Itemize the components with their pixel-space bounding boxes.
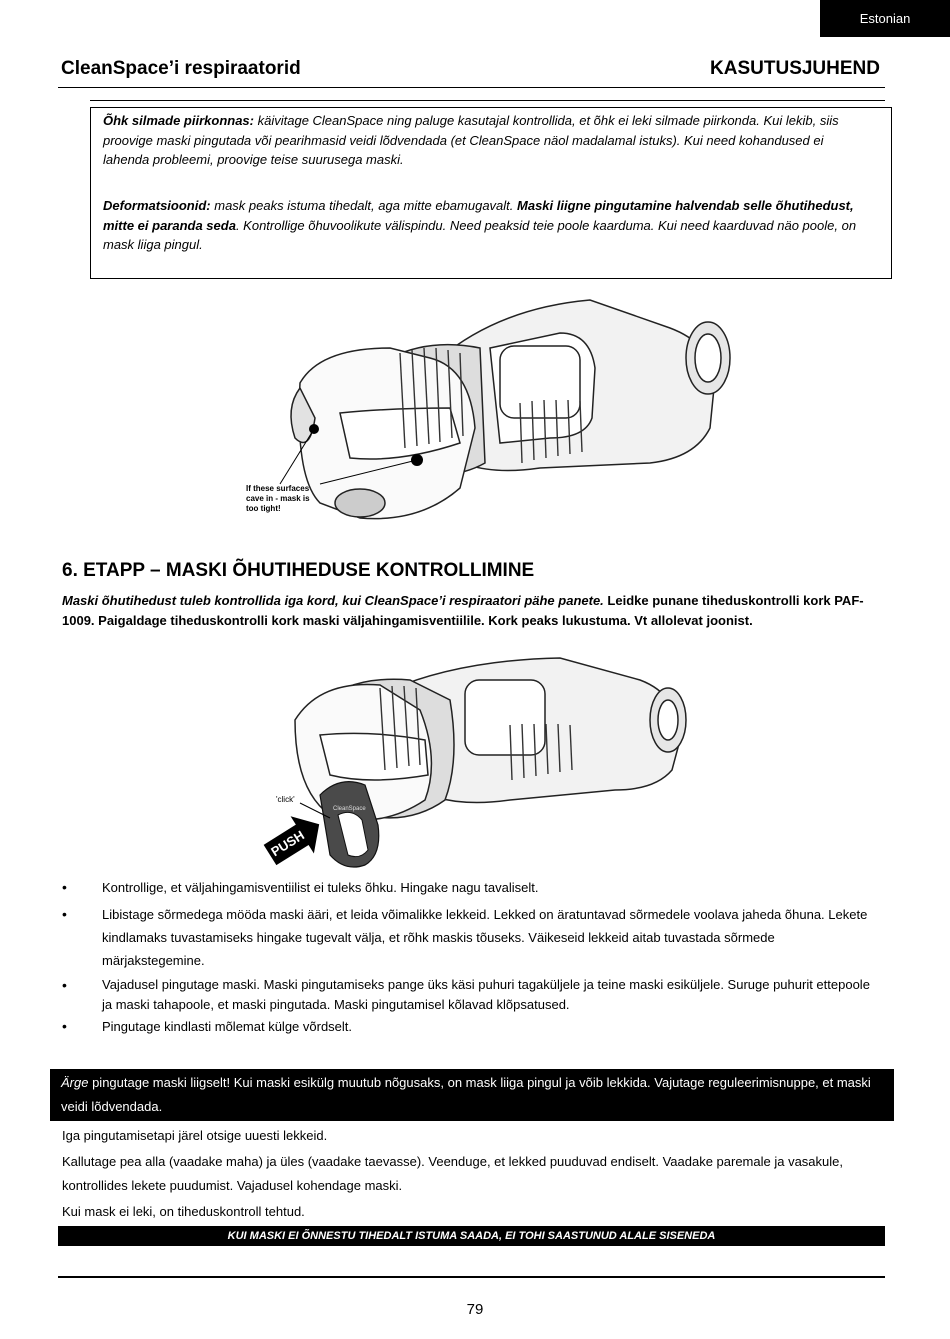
list-item: • Libistage sõrmedega mööda maski ääri, et leida võimalikke lekkeid. Lekked on äratuntavad sõrmedele voolava jaheda õhuna. Lekete kindlamaks tuvastamiseks hingake tugevalt välja, et rõhk maskis tõuseks. Väikeseid lekkeid aitab tuvastada sõrmede märjakstegemine. [62,903,872,972]
respirator-drawing-2 [260,650,700,870]
list-item: • Kontrollige, et väljahingamisventiilist ei tuleks õhku. Hingake nagu tavaliselt. [62,876,872,899]
after-line-1: Iga pingutamisetapi järel otsige uuesti lekkeid. [62,1128,328,1143]
page-number: 79 [466,1301,484,1318]
eye-air-paragraph [103,111,871,170]
push-label: PUSH [268,827,307,860]
final-warning-banner: KUI MASKI EI ÕNNESTU TIHEDALT ISTUMA SAADA, EI TOHI SAASTUNUD ALALE SISENEDA [58,1226,885,1246]
after-line-2: Kallutage pea alla (vaadake maha) ja üles (vaadake taevasse). Veenduge, et lekked puuduvad endiselt. Vaadake paremale ja vasakule, kontrollides lekete puudumist. Vajadusel kohendage maski. [62,1154,843,1193]
deformation-text-2: . Kontrollige õhuvoolikute välispindu. Need peaksid teie poole kaarduma. Kui need kaarduvad näo poole, on mask liiga pingul. [103,217,857,252]
section-title: 6. ETAPP – MASKI ÕHUTIHEDUSE KONTROLLIMINE [62,560,535,581]
language-tab: Estonian [820,0,950,37]
footer-rule [58,1276,885,1278]
deformation-text-1: mask peaks istuma tihedalt, aga mitte ebamugavalt. [210,198,518,213]
eye-air-text: käivitage CleanSpace ning paluge kasutajal kontrollida, et õhk ei leki silmade piirkonda. Kui lekib, siis proovige maski pingutada või pearihmasid veidi lõdvendada (et CleanSpace näol madalamal istuks). Kui need kohandused ei lahenda probleemi, proovige teise suurusega maski. [103,113,839,167]
figure-seal-check-cap [260,650,700,870]
after-line-3: Kui mask ei leki, on tiheduskontroll tehtud. [62,1204,305,1219]
info-box [90,107,892,279]
figure1-callout-label: If these surfaces cave in - mask is too tight! [246,484,310,513]
deformation-label: Deformatsioonid: [103,198,211,213]
warning-italic: Ärge [61,1075,89,1090]
list-item: • Vajadusel pingutage maski. Maski pingutamiseks pange üks käsi puhuri tagaküljele ja teine maski esiküljele. Suruge puhurit ettepoole ja maski tahapoole, et maski pingutada. Maski pingutamisel kõlavad klõpsatused. [62,975,872,1015]
section-intro [62,591,882,630]
header-rule [58,87,885,88]
click-label: 'click' [276,795,295,804]
after-instructions [62,1124,882,1224]
deformation-paragraph [103,196,871,255]
warning-banner [50,1069,894,1121]
eye-air-label: Õhk silmade piirkonnas: [103,113,254,128]
warning-text: pingutage maski liigselt! Kui maski esikülg muutub nõgusaks, on mask liiga pingul ja võib lekkida. Vajutage reguleerimisnuppe, et maski veidi lõdvendada. [61,1075,871,1114]
deformation-bold: Maski liigne pingutamine halvendab selle õhutihedust, mitte ei paranda seda [103,198,854,233]
section-intro-rest: Leidke punane tiheduskontrolli kork PAF-1009. Paigaldage tiheduskontrolli kork maski väljahingamisventiilile. Kork peaks lukustuma. Vt allolevat joonist. [62,593,864,628]
header-product-title: CleanSpace’i respiraatorid [61,58,301,79]
leak-check-steps [62,876,872,1038]
box-top-line [90,100,885,101]
header-manual-title: KASUTUSJUHEND [710,58,880,79]
figure-respirator-tight [240,288,740,528]
cap-brand-text: CleanSpace [333,806,366,812]
section-intro-italic: Maski õhutihedust tuleb kontrollida iga kord, kui CleanSpace’i respiraatori pähe panete. [62,593,604,608]
list-item: • Pingutage kindlasti mõlemat külge võrdselt. [62,1015,872,1038]
